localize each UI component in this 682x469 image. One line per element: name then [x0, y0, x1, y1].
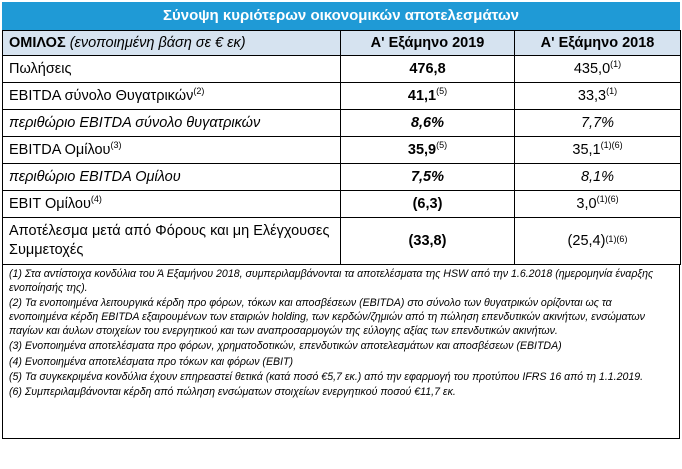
value-2018: 7,7%	[515, 110, 681, 137]
value-2019: (6,3)	[341, 191, 515, 218]
footnote: (2) Τα ενοποιημένα λειτουργικά κέρδη προ φόρων, τόκων και αποσβέσεων (EBITDA) στο σύνολο των θυγατρικών ορίζονται ως τα ενοποιημένα κέρδη EBITDA εξαιρουμένων των εταιριών holding, των κερδών/ζημιών από τη πώληση επενδυτικών ακινήτων, ενσώματων παγίων και άυλων στοιχείων του ενεργητικού και των αναπροσαρμογών της εύλογης αξίας των επενδυτικών ακινήτων.	[9, 297, 645, 338]
value-2019: 8,6%	[341, 110, 515, 137]
table-row	[3, 56, 681, 83]
table-row	[3, 110, 681, 137]
value-2018: $3,0^{(1)(6)}$	[515, 191, 681, 218]
footnote: (5) Τα συγκεκριμένα κονδύλια έχουν επηρεαστεί θετικά (κατά ποσό €5,7 εκ.) από την εφαρμογή του προτύπου IFRS 16 από τη 1.1.2019.	[9, 370, 644, 383]
results-table	[2, 30, 681, 265]
footnote: (4) Ενοποιημένα αποτελέσματα προ τόκων και φόρων (EBIT)	[9, 355, 294, 368]
footnotes	[2, 265, 680, 439]
table-row	[3, 191, 681, 218]
value-2019: 41,1$^{(5)}$	[341, 83, 515, 110]
row-label: περιθώριο EBITDA σύνολο θυγατρικών	[3, 110, 341, 137]
header-2019: Α' Εξάμηνο 2019	[341, 31, 515, 56]
row-label: Αποτέλεσμα μετά από Φόρους και μη Ελέγχουσες Συμμετοχές	[3, 218, 341, 265]
value-2019: (33,8)	[341, 218, 515, 265]
row-label: περιθώριο EBITDA Ομίλου	[3, 164, 341, 191]
footnote: (1) Στα αντίστοιχα κονδύλια του Ά Εξαμήνου 2018, συμπεριλαμβάνονται τα αποτελέσματα της HSW από την 1.6.2018 (ημερομηνία έναρξης ενοποίησής της).	[9, 268, 654, 295]
row-label: Πωλήσεις	[3, 56, 341, 83]
footnote: (6) Συμπεριλαμβάνονται κέρδη από πώληση ενσώματων στοιχείων ενεργητικού ποσού €11,7 εκ.	[9, 385, 456, 398]
row-label: EBIT Ομίλου$^{(4)}$	[3, 191, 341, 218]
value-2018: $(25,4)^{(1)(6)}$	[515, 218, 681, 265]
header-group: ΟΜΙΛΟΣ (ενοποιημένη βάση σε € εκ)	[3, 31, 341, 56]
value-2018: 33,3$^{(1)}$	[515, 83, 681, 110]
value-2018: 435,0$^{(1)}$	[515, 56, 681, 83]
table-row	[3, 218, 681, 265]
value-2018: 8,1%	[515, 164, 681, 191]
table-row	[3, 137, 681, 164]
value-2019: 476,8	[341, 56, 515, 83]
financial-summary	[2, 2, 680, 439]
header-2018: Α' Εξάμηνο 2018	[515, 31, 681, 56]
header-row	[3, 31, 681, 56]
table-title: Σύνοψη κυριότερων οικονομικών αποτελεσμάτων	[2, 2, 680, 30]
row-label: EBITDA σύνολο Θυγατρικών$^{(2)}$	[3, 83, 341, 110]
value-2018: $35,1^{(1)(6)}$	[515, 137, 681, 164]
row-label: EBITDA Ομίλου$^{(3)}$	[3, 137, 341, 164]
footnote: (3) Ενοποιημένα αποτελέσματα προ φόρων, χρηματοδοτικών, επενδυτικών αποτελεσμάτων και αποσβέσεων (EBITDA)	[9, 340, 562, 353]
value-2019: 35,9$^{(5)}$	[341, 137, 515, 164]
table-row	[3, 164, 681, 191]
value-2019: 7,5%	[341, 164, 515, 191]
table-row	[3, 83, 681, 110]
